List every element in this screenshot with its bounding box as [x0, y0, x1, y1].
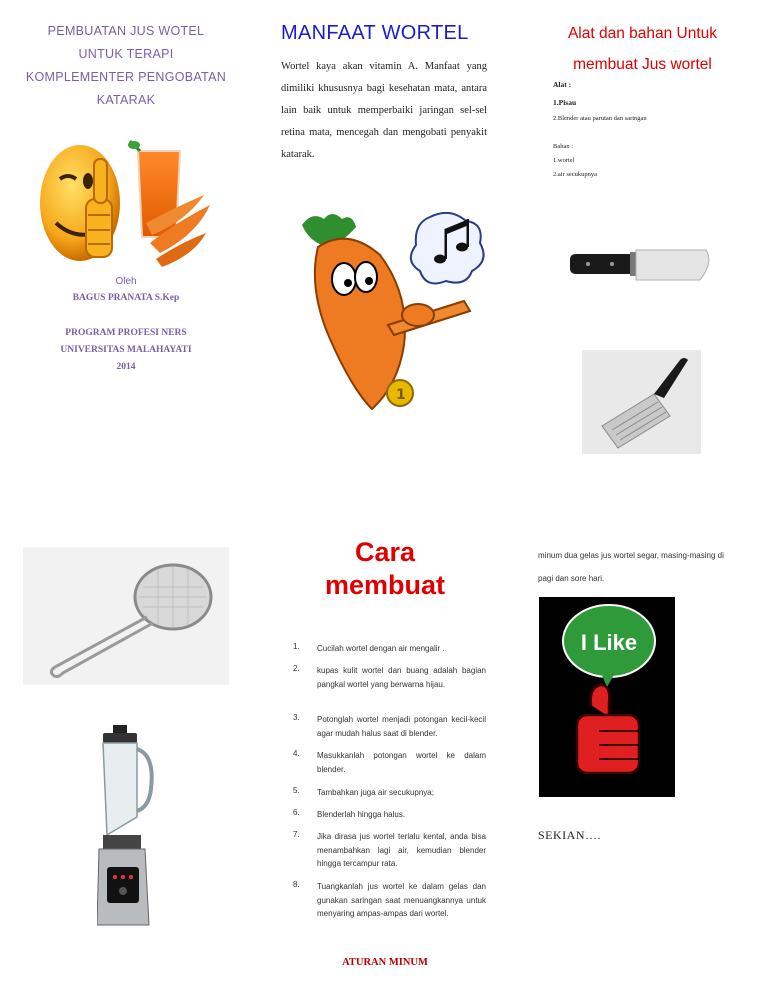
step-number: 2. [293, 664, 300, 673]
program-info [18, 325, 234, 376]
carrot-eye [332, 263, 356, 295]
alat-item: 2.Blender atau parutan dan saringan [553, 115, 647, 122]
grater-image [582, 350, 701, 454]
grater-illustration [582, 350, 701, 454]
carrot-eye [355, 262, 377, 292]
cara-title-line: Cara [354, 537, 416, 567]
alat-label: Alat : [553, 80, 572, 89]
program-line: UNIVERSITAS MALAHAYATI [60, 345, 192, 355]
thumb-hand [86, 199, 112, 257]
step-number: 8. [293, 880, 300, 889]
blender-cap [113, 725, 127, 733]
thumb [94, 159, 107, 203]
alat-bahan-title [530, 18, 755, 80]
manfaat-text: Wortel kaya akan vitamin A. Manfaat yang dimiliki khususnya bagi kesehatan mata, antara lain baik untuk memperbaiki jaringan sel-sel retina mata, mencegah dan mengobati penyakit katarak. [281, 61, 487, 160]
cover-title [18, 20, 234, 112]
blender-control-panel [107, 867, 139, 903]
knife-illustration [566, 244, 716, 292]
blender-image [97, 725, 159, 930]
mint-leaf [128, 141, 140, 149]
step-text: Jika dirasa jus wortel terlalu kental, anda bisa menambahkan lagi air, kemudian blender hingga tercampur rata. [317, 832, 486, 868]
bahan-label: Bahan : [553, 143, 574, 150]
aturan-minum-heading: ATURAN MINUM [342, 957, 428, 968]
step-text: kupas kulit wortel dan buang adalah bagian pangkal wortel yang berwarna hijau. [317, 666, 486, 689]
oleh-label: Oleh [115, 276, 137, 287]
knife-handle [570, 254, 632, 274]
i-like-illustration [539, 597, 675, 797]
bahan-item: 2.air secukupnya [553, 171, 598, 178]
alat-title-line: Alat dan bahan Untuk [567, 25, 718, 42]
blender-jar-handle [137, 749, 152, 811]
step-number: 1. [293, 642, 300, 651]
smiley-juice-illustration [38, 135, 213, 270]
music-cloud [411, 213, 484, 284]
manfaat-title: MANFAAT WORTEL [281, 22, 469, 44]
step-text: Potonglah wortel menjadi potongan kecil-kecil agar mudah halus saat di blender. [317, 715, 486, 738]
blender-illustration [97, 725, 159, 930]
i-like-thumbs-up-image [539, 597, 675, 797]
carrot-cartoon-illustration [280, 207, 490, 410]
step-number: 6. [293, 808, 300, 817]
smiley-eye [83, 173, 93, 189]
cover-title-line: UNTUK TERAPI [78, 47, 174, 61]
step-number: 5. [293, 786, 300, 795]
cover-title-line: PEMBUATAN JUS WOTEL [47, 24, 205, 38]
i-like-label: I Like [580, 630, 638, 655]
step-number: 4. [293, 749, 300, 758]
cover-title-line: KOMPLEMENTER PENGOBATAN [25, 70, 227, 84]
alat-title-line: membuat Jus wortel [573, 56, 712, 73]
svg-text:1: 1 [396, 387, 406, 403]
cara-membuat-title [290, 536, 480, 602]
step-text: Cucilah wortel dengan air mengalir . [317, 644, 445, 653]
step-text: Tuangkanlah jus wortel ke dalam gelas dan gunakan saringan saat menuangkannya untuk menyaring ampas-ampas dari wortel. [317, 882, 486, 918]
carrot-cartoon-image [280, 207, 490, 410]
program-line: PROGRAM PROFESI NERS [65, 328, 187, 338]
sekian-text: SEKIAN…. [538, 828, 601, 842]
bahan-item: 1.wortel [553, 157, 575, 164]
cover-title-line: KATARAK [96, 93, 156, 107]
cara-title-line: membuat [324, 570, 446, 600]
alat-item: 1.Pisau [553, 98, 577, 107]
step-number: 7. [293, 830, 300, 839]
strainer-image [23, 547, 229, 685]
knife-image [566, 244, 716, 292]
aturan-minum-text: minum dua gelas jus wortel segar, masing-masing di pagi dan sore hari. [538, 551, 724, 583]
knife-blade [636, 250, 709, 280]
strainer-illustration [23, 547, 229, 685]
step-text: Masukkanlah potongan wortel ke dalam blender. [317, 751, 486, 774]
step-text: Blenderlah hingga halus. [317, 810, 406, 819]
thumbs-up-smiley-juice-image [38, 135, 213, 270]
program-line: 2014 [116, 362, 136, 372]
blender-jar [103, 743, 137, 835]
blender-lid [103, 733, 137, 743]
step-number: 3. [293, 713, 300, 722]
author-name: BAGUS PRANATA S.Kep [72, 293, 180, 303]
step-text: Tambahkan juga air secukupnya; [317, 788, 434, 797]
